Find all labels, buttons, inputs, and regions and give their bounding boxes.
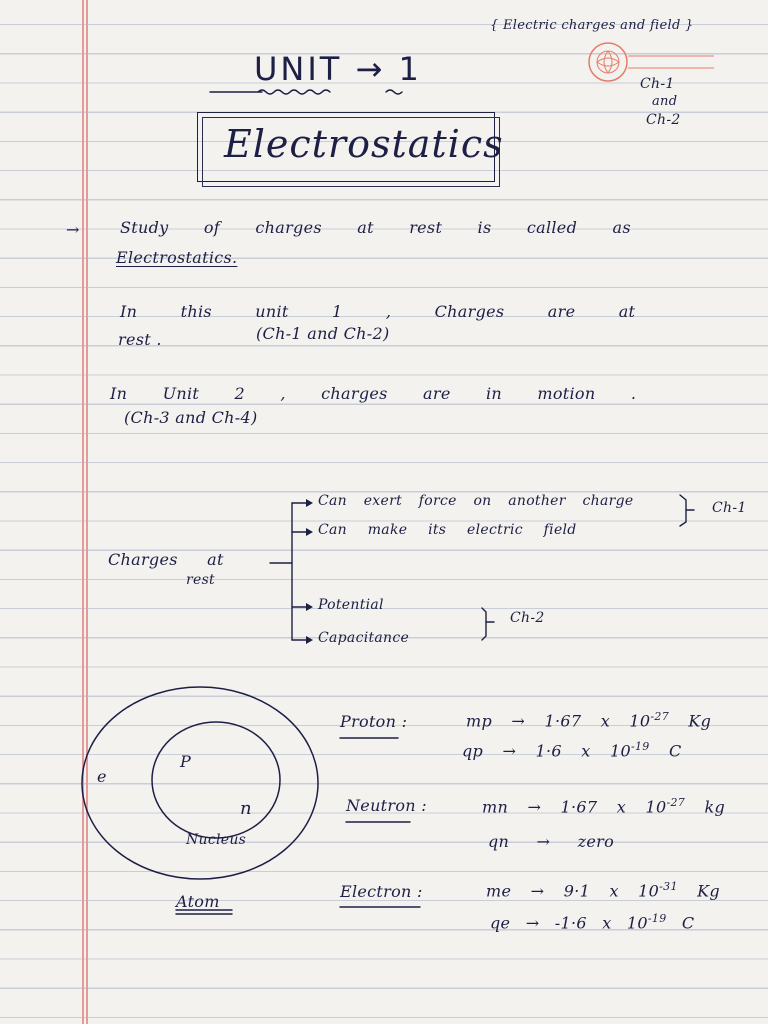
proton-mass: mp → 1·67 x $10^{-27}$ Kg xyxy=(466,710,712,731)
branch-item-capacitance: Capacitance xyxy=(318,630,410,646)
chapter-1-label: Ch-1 xyxy=(640,76,675,92)
note-line-3: In Unit 2 , charges are in motion . xyxy=(110,384,637,403)
margin-line-right xyxy=(86,0,88,1024)
branch-item-force: Can exert force on another charge xyxy=(318,493,634,509)
chapter-and-label: and xyxy=(652,94,678,109)
chapter-2-label: Ch-2 xyxy=(646,112,681,128)
atom-nucleus-label: Nucleus xyxy=(186,832,247,848)
atom-neutron-label: n xyxy=(240,798,252,819)
branch-ref-ch1: Ch-1 xyxy=(712,500,747,516)
electron-mass: me → 9·1 x $10^{-31}$ Kg xyxy=(486,880,720,901)
note-line-3b: (Ch-3 and Ch-4) xyxy=(124,408,258,427)
branch-item-potential: Potential xyxy=(318,597,384,613)
topic-header: { Electric charges and field } xyxy=(490,18,694,33)
note-line-2: In this unit 1 , Charges are at xyxy=(120,302,636,321)
page-title: Electrostatics xyxy=(224,122,504,166)
note-line-2b: rest . xyxy=(118,330,162,349)
bullet-arrow: → xyxy=(66,220,80,239)
proton-label: Proton : xyxy=(340,712,408,731)
proton-charge: qp → 1·6 x $10^{-19}$ C xyxy=(462,740,682,761)
note-line-1b: Electrostatics. xyxy=(116,248,238,267)
atom-label: Atom xyxy=(176,892,220,911)
neutron-label: Neutron : xyxy=(346,796,427,815)
unit-heading: UNIT → 1 xyxy=(254,50,422,88)
note-line-2c: (Ch-1 and Ch-2) xyxy=(256,324,390,343)
margin-line-left xyxy=(82,0,84,1024)
neutron-charge: qn → zero xyxy=(488,832,615,851)
neutron-mass: mn → 1·67 x $10^{-27}$ kg xyxy=(482,796,725,817)
note-line-1: Study of charges at rest is called as xyxy=(120,218,631,237)
branch-root-b: rest xyxy=(186,572,215,588)
atom-proton-label: P xyxy=(180,752,192,771)
branch-item-field: Can make its electric field xyxy=(318,522,577,538)
branch-root: Charges at xyxy=(108,550,224,569)
electron-charge: qe → -1·6 x $10^{-19}$ C xyxy=(490,912,695,933)
electron-label: Electron : xyxy=(340,882,423,901)
atom-electron-label: e xyxy=(97,767,107,786)
branch-ref-ch2: Ch-2 xyxy=(510,610,545,626)
